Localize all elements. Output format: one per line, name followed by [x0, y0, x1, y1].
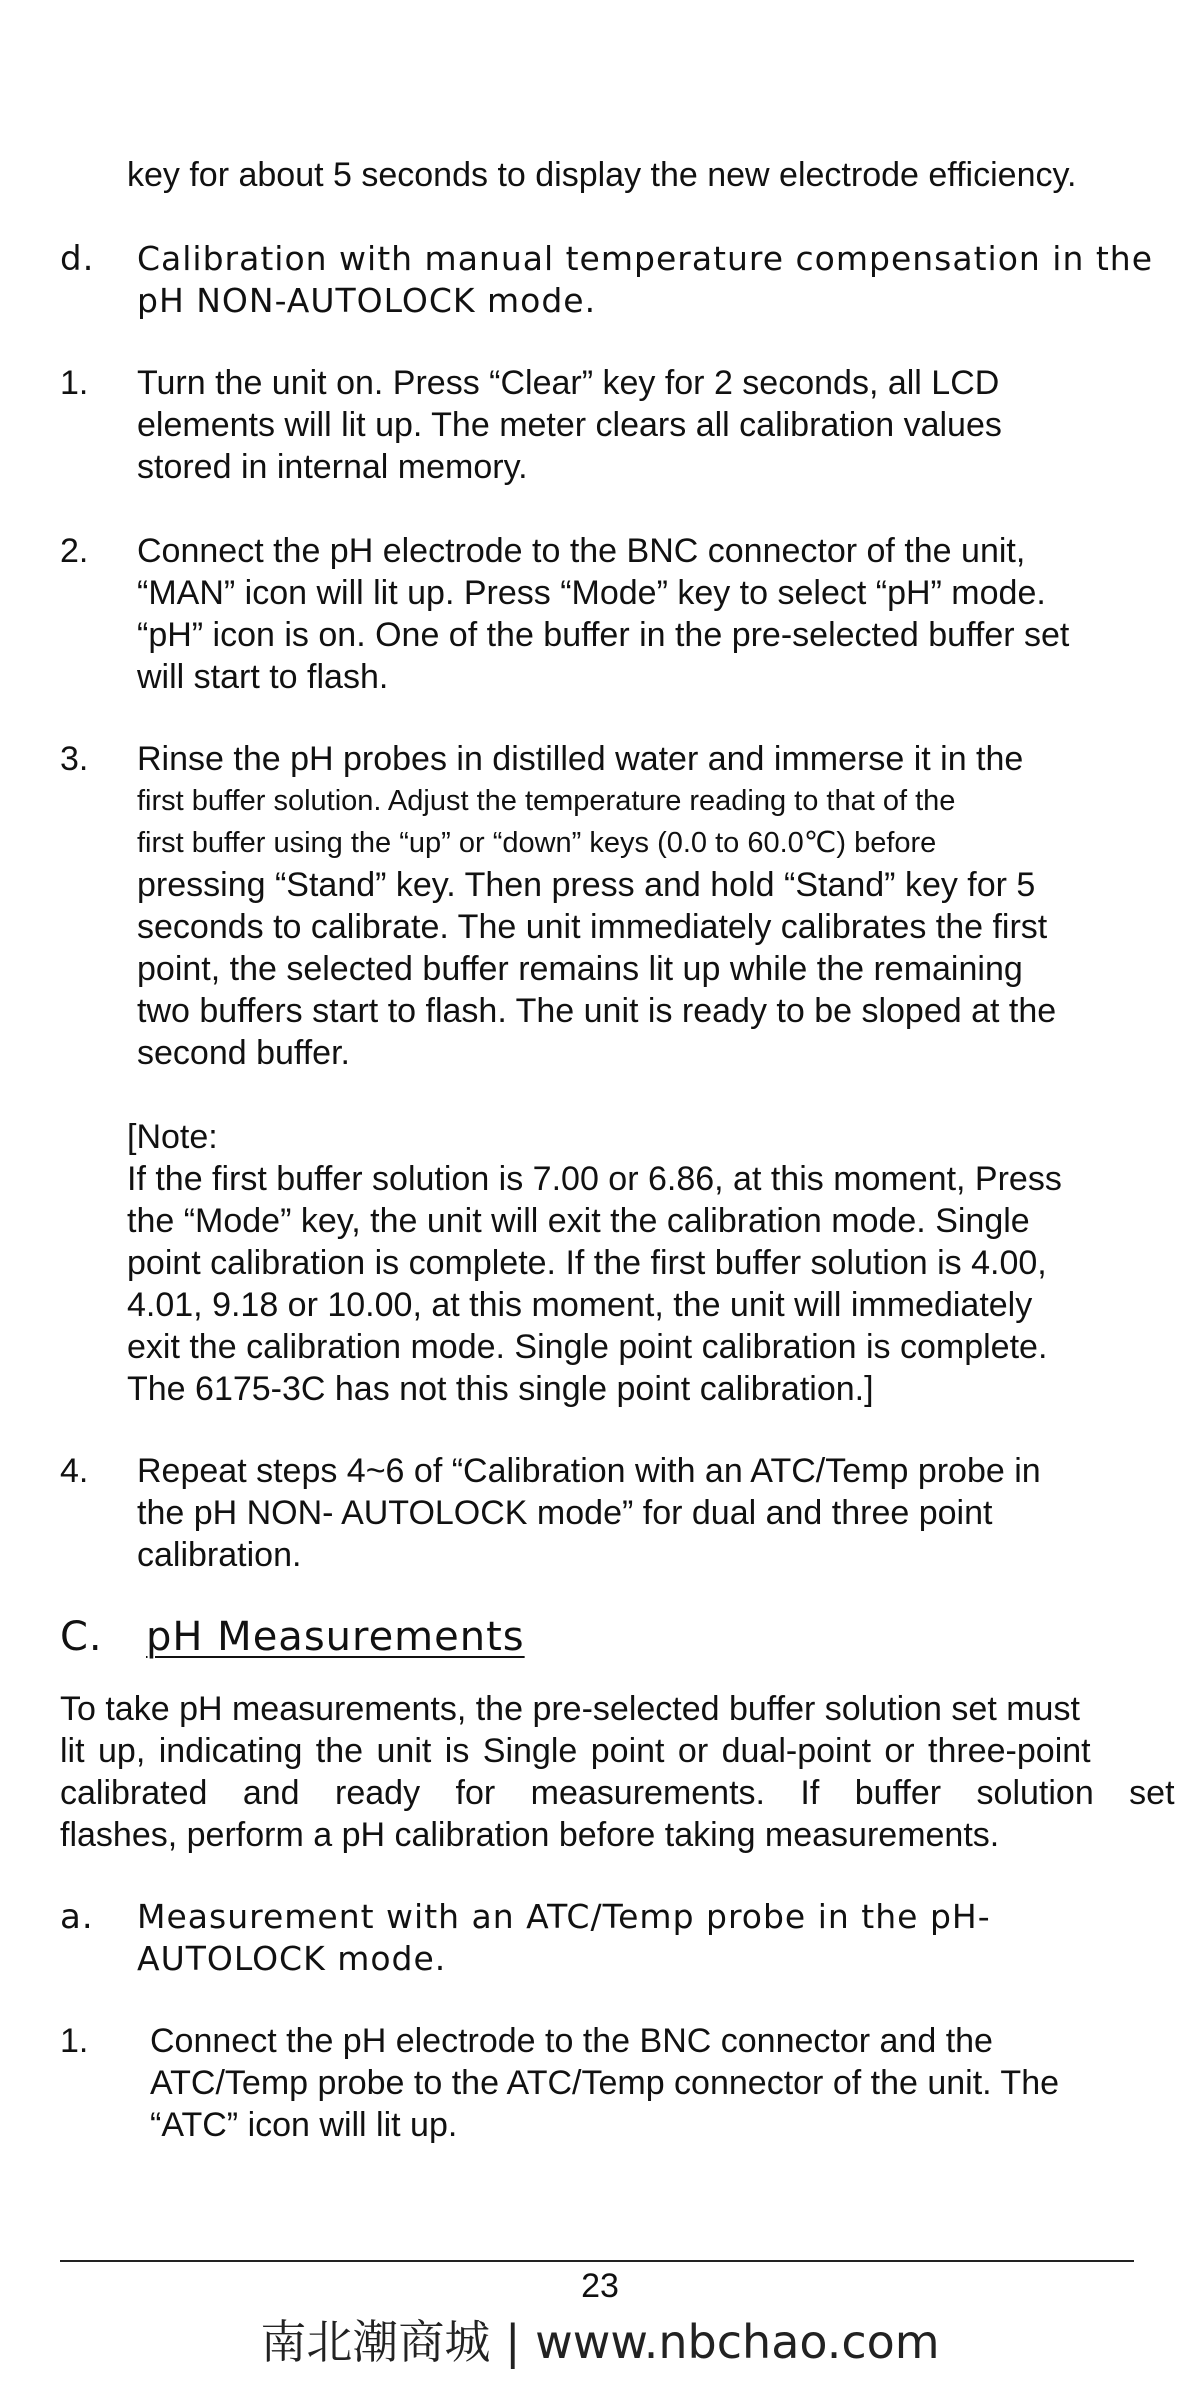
note-line-1: [Note: [127, 1118, 218, 1156]
step-a1-line-2: ATC/Temp probe to the ATC/Temp connector of the unit. The [150, 2064, 1060, 2102]
section-d-marker: d. [60, 239, 95, 279]
step-3-line-1: Rinse the pH probes in distilled water and immerse it in the [137, 740, 1024, 778]
step-1-line-1: Turn the unit on. Press “Clear” key for 2 seconds, all LCD [137, 364, 1000, 402]
section-d-heading-line-2: pH NON-AUTOLOCK mode. [137, 281, 597, 320]
step-2-line-3: “pH” icon is on. One of the buffer in the pre-selected buffer set [137, 616, 1070, 654]
section-a-heading-line-2: AUTOLOCK mode. [137, 1939, 447, 1978]
step-4-number: 4. [60, 1452, 89, 1490]
intro-line-1: To take pH measurements, the pre-selected buffer solution set must [60, 1690, 1080, 1728]
step-2-line-4: will start to flash. [137, 658, 389, 696]
step-2-line-2: “MAN” icon will lit up. Press “Mode” key to select “pH” mode. [137, 574, 1046, 612]
step-3-line-8: second buffer. [137, 1034, 350, 1072]
step-a1-line-1: Connect the pH electrode to the BNC connector and the [150, 2022, 993, 2060]
step-3-line-6: point, the selected buffer remains lit up while the remaining [137, 950, 1023, 988]
section-c-title-text: pH Measurements [146, 1614, 525, 1660]
step-2-number: 2. [60, 532, 89, 570]
section-d-heading-line-1: Calibration with manual temperature compensation in the [137, 239, 1154, 278]
intro-line-2: lit up, indicating the unit is Single point or dual-point or three-point [60, 1732, 1091, 1770]
section-a-heading-line-1: Measurement with an ATC/Temp probe in the pH- [137, 1897, 991, 1936]
note-line-7: The 6175-3C has not this single point calibration.] [127, 1370, 874, 1408]
note-line-2: If the first buffer solution is 7.00 or 6.86, at this moment, Press [127, 1160, 1062, 1198]
section-c-marker: C. [60, 1614, 103, 1660]
step-3-line-3: first buffer using the “up” or “down” keys (0.0 to 60.0℃) before [137, 827, 937, 859]
intro-line-4: flashes, perform a pH calibration before taking measurements. [60, 1816, 1000, 1854]
note-line-6: exit the calibration mode. Single point calibration is complete. [127, 1328, 1048, 1366]
step-3-line-2: first buffer solution. Adjust the temperature reading to that of the [137, 785, 956, 817]
section-c-title [146, 1612, 525, 1662]
page-number: 23 [581, 2267, 619, 2305]
step-3-line-4: pressing “Stand” key. Then press and hold “Stand” key for 5 [137, 866, 1036, 904]
step-3-number: 3. [60, 740, 89, 778]
step-1-number: 1. [60, 364, 89, 402]
step-4-line-1: Repeat steps 4~6 of “Calibration with an ATC/Temp probe in [137, 1452, 1041, 1490]
note-line-3: the “Mode” key, the unit will exit the calibration mode. Single [127, 1202, 1030, 1240]
intro-line-3: calibrated and ready for measurements. If buffer solution set [60, 1774, 1175, 1812]
step-2-line-1: Connect the pH electrode to the BNC connector of the unit, [137, 532, 1026, 570]
step-a1-line-3: “ATC” icon will lit up. [150, 2106, 458, 2144]
step-1-line-2: elements will lit up. The meter clears all calibration values [137, 406, 1002, 444]
step-4-line-2: the pH NON- AUTOLOCK mode” for dual and three point [137, 1494, 993, 1532]
step-1-line-3: stored in internal memory. [137, 448, 528, 486]
step-4-line-3: calibration. [137, 1536, 302, 1574]
continuation-text: key for about 5 seconds to display the new electrode efficiency. [127, 156, 1077, 194]
step-a1-number: 1. [60, 2022, 89, 2060]
section-a-marker: a. [60, 1897, 94, 1937]
note-line-5: 4.01, 9.18 or 10.00, at this moment, the unit will immediately [127, 1286, 1033, 1324]
step-3-line-7: two buffers start to flash. The unit is ready to be sloped at the [137, 992, 1057, 1030]
step-3-line-5: seconds to calibrate. The unit immediately calibrates the first [137, 908, 1048, 946]
note-line-4: point calibration is complete. If the first buffer solution is 4.00, [127, 1244, 1047, 1282]
footer-watermark: 南北潮商城 | www.nbchao.com [260, 2315, 940, 2369]
